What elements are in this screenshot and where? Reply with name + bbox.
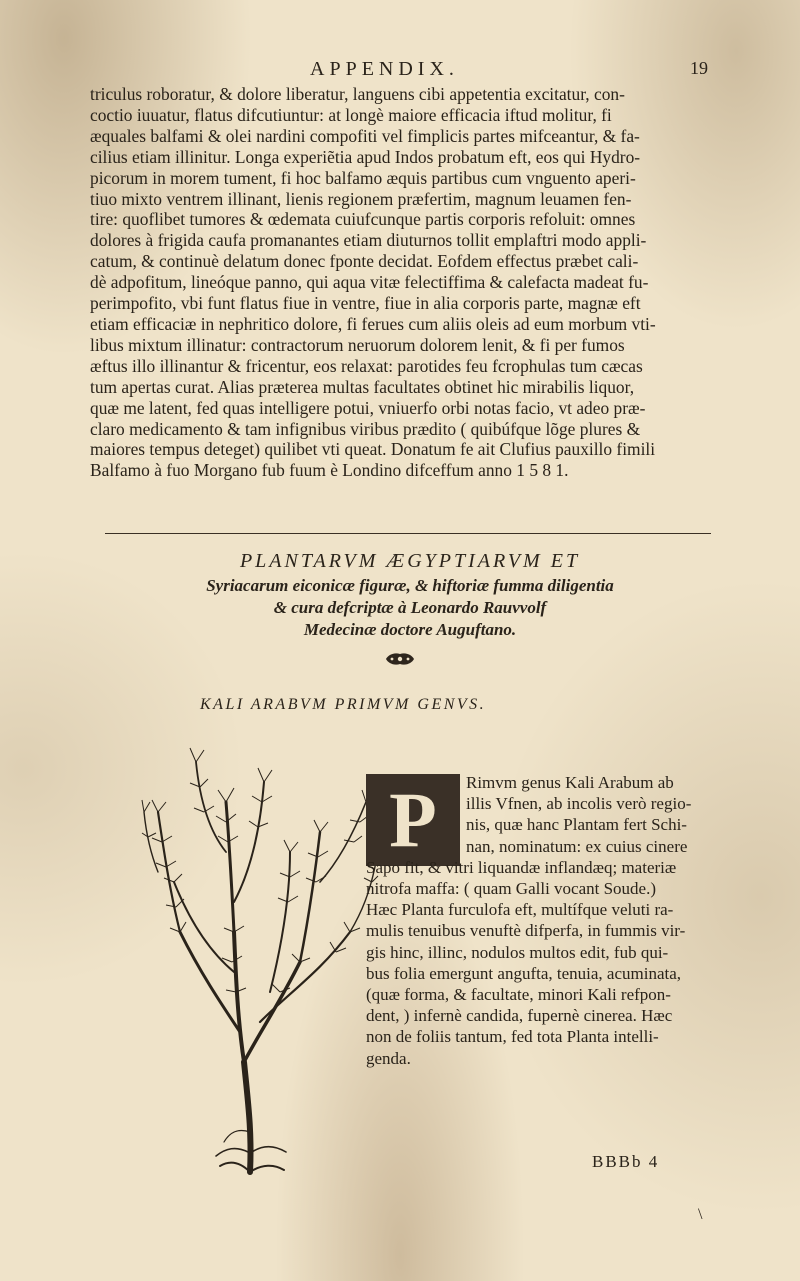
- description-line: dent, ) infernè candida, fupernè cinerea. Hæc: [366, 1006, 673, 1026]
- description-line: Sapo fit, & vitri liquandæ inflandæq; materiæ: [366, 857, 677, 877]
- body-line: æftus illo illinantur & fricentur, eos relaxat: parotides feu fcrophulas tum cæcas: [90, 355, 643, 376]
- description-line: Rimvm genus Kali Arabum ab: [466, 773, 674, 792]
- body-line: tum apertas curat. Alias præterea multas facultates obtinet hic mirabilis liquor,: [90, 376, 635, 397]
- body-line: etiam efficaciæ in nephritico dolore, fi ferues cum aliis oleis ad eum morbum vti-: [90, 313, 656, 334]
- description-line: gis hinc, illinc, nodulos multos edit, fub qui-: [366, 942, 669, 962]
- section-heading-line4: Medecinæ doctore Auguftano.: [303, 620, 517, 639]
- description-line: non de foliis tantum, fed tota Planta intelli-: [366, 1027, 659, 1047]
- plant-illustration: [140, 732, 380, 1177]
- body-line: æquales balfami & olei nardini compofiti vel fimplicis partes mifceantur, & fa-: [90, 125, 640, 146]
- plant-title: KALI ARABVM PRIMVM GENVS.: [200, 696, 487, 713]
- section-heading-line3: & cura defcriptæ à Leonardo Rauvvolf: [273, 598, 547, 617]
- body-line: perimpofito, vbi funt flatus fiue in ventre, fiue in alia corporis parte, magnæ eft: [90, 293, 641, 314]
- section-divider: [105, 533, 711, 534]
- body-line: claro medicamento & tam infignibus viribus prædito ( quibúfque lõge plures &: [90, 418, 641, 439]
- body-line: tiuo mixto ventrem illinant, lienis regionem præfertim, magnum leuamen fen-: [90, 188, 632, 209]
- body-line: picorum in morem tument, fi hoc balfamo æquis partibus cum vnguento aperi-: [90, 167, 636, 188]
- body-line: Balfamo à fuo Morgano fub fuum è Londino difceffum anno 1 5 8 1.: [90, 460, 569, 481]
- initial-letter: P: [389, 776, 437, 863]
- description-line: illis Vfnen, ab incolis verò regio-: [466, 794, 692, 814]
- body-line: dolores à frigida caufa promanantes etiam diuturnos tollit emplaftri modo appli-: [90, 230, 647, 251]
- fleuron-icon: [384, 652, 416, 666]
- signature-mark: BBBb 4: [592, 1152, 660, 1171]
- body-line: triculus roboratur, & dolore liberatur, languens cibi appetentia excitatur, con-: [90, 84, 625, 104]
- section-heading: [100, 547, 720, 641]
- body-line: catum, & continuè delatum donec fponte decidat. Eofdem effectus præbet cali-: [90, 251, 639, 272]
- body-line: cilius etiam illinitur. Longa experiẽtia apud Indos probatum eft, eos qui Hydro-: [90, 146, 641, 167]
- description-line: mulis tenuibus venuftè difperfa, in fummis vir-: [366, 921, 686, 941]
- description-line: genda.: [366, 1048, 411, 1068]
- body-text: [90, 84, 720, 481]
- body-line: tire: quoflibet tumores & œdemata cuiufcunque partis corporis refoluit: omnes: [90, 209, 636, 230]
- description-line: bus folia emergunt angufta, tenuia, acuminata,: [366, 963, 682, 983]
- running-title: APPENDIX.: [310, 58, 459, 80]
- section-heading-line2: Syriacarum eiconicæ figuræ, & hiftoriæ fumma diligentia: [206, 576, 614, 595]
- description-line: nis, quæ hanc Plantam fert Schi-: [466, 815, 687, 835]
- description-line: Hæc Planta furculofa eft, multífque veluti ra-: [366, 900, 674, 920]
- page-number: 19: [690, 58, 708, 78]
- body-line: libus mixtum illinatur: contractorum neruorum dolorem lenit, & fi per fumos: [90, 334, 625, 355]
- description-line: nan, nominatum: ex cuius cinere: [466, 836, 688, 856]
- body-line: coctio iuuatur, flatus difcutiuntur: at longè maiore efficacia iftud molitur, fi: [90, 104, 612, 125]
- section-heading-line1: PLANTARVM ÆGYPTIARVM ET: [239, 550, 581, 572]
- stray-mark: \: [698, 1206, 703, 1223]
- body-line: maiores tempus deteget) quilibet vti queat. Donatum fe ait Clufius pauxillo fimili: [90, 439, 656, 460]
- description-line: (quæ forma, & facultate, minori Kali refpon-: [366, 985, 671, 1005]
- description-line: nitrofa maffa: ( quam Galli vocant Soude.): [366, 879, 657, 899]
- body-line: quæ me latent, fed quas intelligere potui, vniuerfo orbi notas facio, vt adeo præ-: [90, 397, 646, 418]
- body-line: dè adpofitum, lineóque panno, qui aqua vitæ felectiffima & calefacta madeat fu-: [90, 272, 649, 293]
- plant-description: [366, 772, 728, 1069]
